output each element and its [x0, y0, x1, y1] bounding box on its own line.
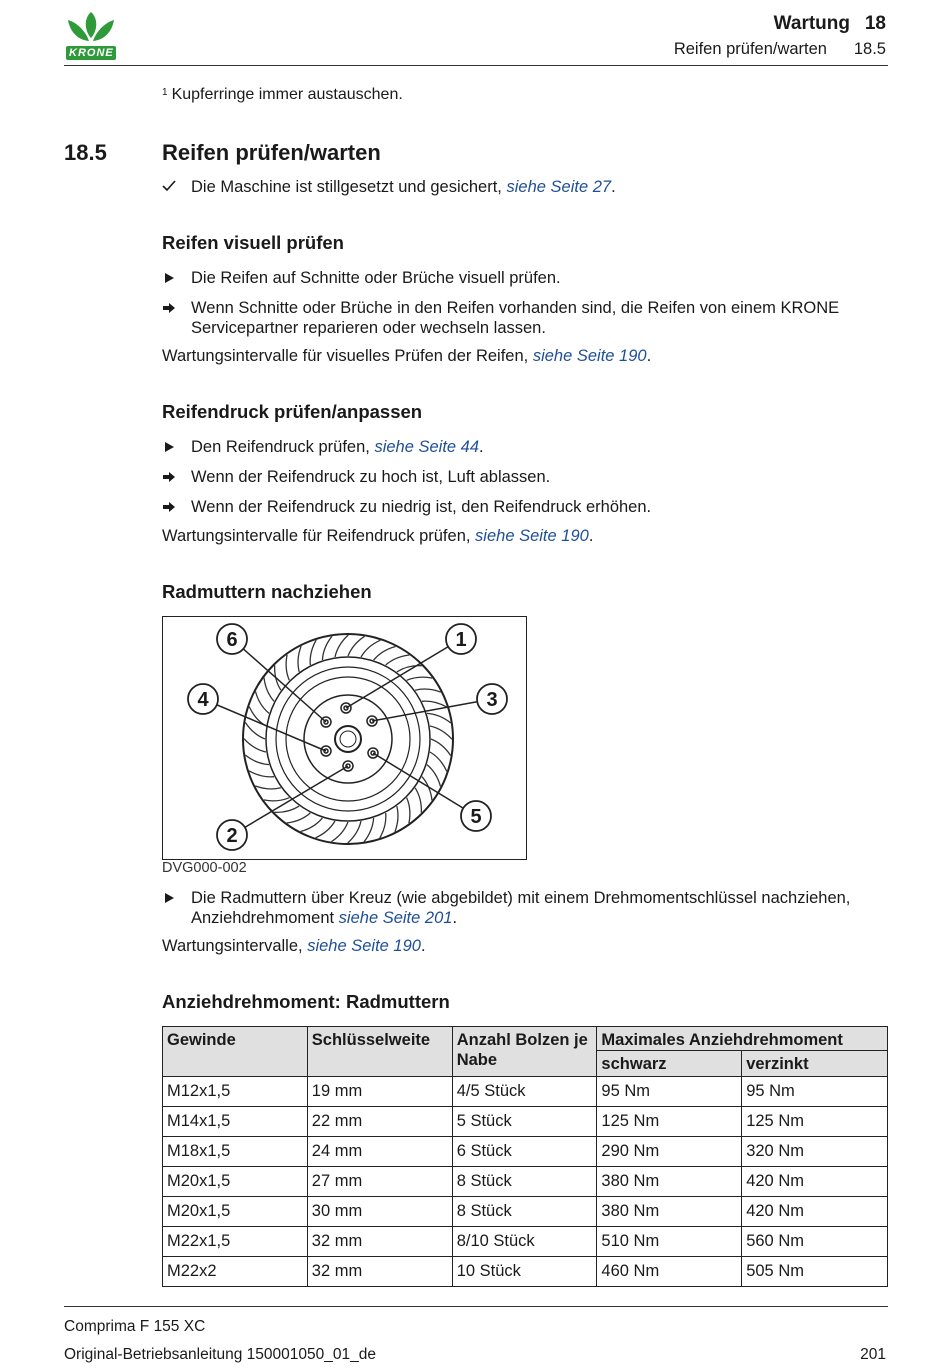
cell-black: 380 Nm [597, 1167, 742, 1197]
pressure-result-1 [162, 467, 888, 487]
pressure-heading: Reifendruck prüfen/anpassen [162, 401, 423, 422]
krone-logo-text: KRONE [69, 47, 114, 59]
visual-check-interval-after: . [646, 347, 652, 365]
table-row [163, 1197, 888, 1227]
visual-check-step [162, 268, 888, 288]
triangle-bullet-icon [162, 888, 186, 909]
wheel-nuts-step-after: . [452, 909, 458, 927]
wheel-nuts-step-line2-text: Anziehdrehmoment [191, 909, 339, 927]
cell-wrench: 27 mm [307, 1167, 452, 1197]
cell-galv: 95 Nm [742, 1077, 888, 1107]
footer-document: Original-Betriebsanleitung 150001050_01_de [64, 1346, 376, 1363]
pressure-step [162, 437, 888, 457]
cell-galv: 560 Nm [742, 1227, 888, 1257]
wheel-nuts-step-link[interactable]: siehe Seite 201 [338, 909, 453, 927]
precondition [162, 177, 888, 197]
wheel-nuts-interval-link[interactable]: siehe Seite 190 [307, 937, 421, 955]
table-row [163, 1107, 888, 1137]
wheel-nuts-step-line1: Die Radmuttern über Kreuz (wie abgebildet) mit einem Drehmomentschlüssel nachziehen, [191, 889, 851, 907]
callout-6 [217, 624, 247, 654]
callout-5 [461, 801, 491, 831]
footer-divider [64, 1306, 888, 1307]
cell-thread: M20x1,5 [163, 1197, 308, 1227]
arrow-result-icon [162, 467, 186, 488]
precondition-text: Die Maschine ist stillgesetzt und gesichert, [191, 178, 507, 196]
col-max-torque: Maximales Anziehdrehmoment [597, 1027, 888, 1051]
cell-wrench: 32 mm [307, 1257, 452, 1287]
arrow-result-icon [162, 497, 186, 518]
table-row [163, 1077, 888, 1107]
pressure-step-text: Den Reifendruck prüfen, [191, 438, 375, 456]
pressure-step-after: . [479, 438, 484, 456]
callout-3 [477, 684, 507, 714]
footnote-text: Kupferringe immer austauschen. [171, 86, 403, 103]
pressure-interval-after: . [588, 527, 594, 545]
visual-check-step-text: Die Reifen auf Schnitte oder Brüche visuell prüfen. [191, 269, 561, 287]
visual-check-result-line2: Servicepartner reparieren oder wechseln lassen. [191, 319, 546, 337]
cell-black: 460 Nm [597, 1257, 742, 1287]
cell-galv: 420 Nm [742, 1197, 888, 1227]
visual-check-result-line1: Wenn Schnitte oder Brüche in den Reifen vorhanden sind, die Reifen von einem KRONE [191, 299, 840, 317]
col-thread: Gewinde [163, 1027, 308, 1077]
wheel-nuts-heading: Radmuttern nachziehen [162, 581, 372, 602]
wheel-nuts-interval-text: Wartungsintervalle, [162, 937, 308, 955]
cell-wrench: 32 mm [307, 1227, 452, 1257]
cell-galv: 125 Nm [742, 1107, 888, 1137]
cell-thread: M12x1,5 [163, 1077, 308, 1107]
cell-galv: 320 Nm [742, 1137, 888, 1167]
tire-drawing [243, 634, 453, 844]
header-divider [64, 65, 888, 66]
header-section-number: 18.5 [853, 40, 886, 58]
callout-label-2: 2 [226, 825, 238, 847]
callout-label-3: 3 [486, 689, 498, 711]
cell-wrench: 30 mm [307, 1197, 452, 1227]
pressure-interval [162, 527, 593, 546]
cell-galv: 420 Nm [742, 1167, 888, 1197]
table-row [163, 1167, 888, 1197]
cell-black: 95 Nm [597, 1077, 742, 1107]
arrow-result-icon [162, 298, 186, 319]
wheel-nuts-step [162, 888, 888, 928]
cell-thread: M22x1,5 [163, 1227, 308, 1257]
footnote-mark: 1 [162, 87, 168, 98]
torque-table [162, 1026, 888, 1287]
callout-4 [188, 684, 218, 714]
cell-bolts: 10 Stück [452, 1257, 597, 1287]
cell-wrench: 22 mm [307, 1107, 452, 1137]
cell-thread: M18x1,5 [163, 1137, 308, 1167]
visual-check-interval-link[interactable]: siehe Seite 190 [532, 347, 647, 365]
wheel-nuts-interval [162, 937, 426, 956]
section-number: 18.5 [64, 140, 107, 165]
cell-thread: M14x1,5 [163, 1107, 308, 1137]
pressure-interval-text: Wartungsintervalle für Reifendruck prüfen, [162, 527, 476, 545]
wheel-nut-diagram [162, 616, 527, 860]
triangle-bullet-icon [162, 437, 186, 458]
cell-bolts: 8 Stück [452, 1167, 597, 1197]
checkmark-icon [162, 177, 186, 198]
cell-bolts: 4/5 Stück [452, 1077, 597, 1107]
footnote [162, 86, 403, 104]
figure-caption: DVG000-002 [162, 860, 247, 876]
cell-thread: M20x1,5 [163, 1167, 308, 1197]
col-wrench: Schlüsselweite [307, 1027, 452, 1077]
cell-black: 125 Nm [597, 1107, 742, 1137]
cell-wrench: 19 mm [307, 1077, 452, 1107]
callout-label-4: 4 [197, 689, 209, 711]
cell-thread: M22x2 [163, 1257, 308, 1287]
callout-label-1: 1 [455, 629, 467, 651]
section-title: Reifen prüfen/warten [162, 140, 381, 165]
footer-model: Comprima F 155 XC [64, 1318, 206, 1335]
wheel-nuts-interval-after: . [420, 937, 426, 955]
callout-label-6: 6 [226, 629, 238, 651]
torque-heading: Anziehdrehmoment: Radmuttern [162, 991, 450, 1012]
col-bolts: Anzahl Bolzen je Nabe [452, 1027, 597, 1077]
col-galv: verzinkt [742, 1051, 888, 1077]
cell-black: 510 Nm [597, 1227, 742, 1257]
header-section-title: Reifen prüfen/warten [673, 40, 827, 58]
footer-page-number: 201 [860, 1346, 886, 1363]
callout-1 [446, 624, 476, 654]
pressure-result-2 [162, 497, 888, 517]
cell-galv: 505 Nm [742, 1257, 888, 1287]
callout-label-5: 5 [470, 806, 482, 828]
col-black: schwarz [597, 1051, 742, 1077]
pressure-step-link[interactable]: siehe Seite 44 [374, 438, 480, 456]
cell-black: 380 Nm [597, 1197, 742, 1227]
header-chapter-number: 18 [864, 13, 886, 34]
pressure-interval-link[interactable]: siehe Seite 190 [475, 527, 589, 545]
header-chapter-title: Wartung [773, 13, 850, 34]
cell-bolts: 8/10 Stück [452, 1227, 597, 1257]
pressure-result-1-text: Wenn der Reifendruck zu hoch ist, Luft ablassen. [191, 468, 551, 486]
triangle-bullet-icon [162, 268, 186, 289]
table-row [163, 1227, 888, 1257]
visual-check-interval [162, 347, 651, 366]
visual-check-result [162, 298, 888, 338]
pressure-result-2-text: Wenn der Reifendruck zu niedrig ist, den Reifendruck erhöhen. [191, 498, 652, 516]
cell-bolts: 6 Stück [452, 1137, 597, 1167]
table-row [163, 1257, 888, 1287]
callout-2 [217, 820, 247, 850]
krone-logo [64, 8, 118, 62]
visual-check-interval-text: Wartungsintervalle für visuelles Prüfen der Reifen, [162, 347, 533, 365]
table-row [163, 1137, 888, 1167]
precondition-link[interactable]: siehe Seite 27 [506, 178, 612, 196]
visual-check-heading: Reifen visuell prüfen [162, 232, 344, 253]
cell-bolts: 5 Stück [452, 1107, 597, 1137]
cell-bolts: 8 Stück [452, 1197, 597, 1227]
precondition-after: . [611, 178, 616, 196]
cell-wrench: 24 mm [307, 1137, 452, 1167]
cell-black: 290 Nm [597, 1137, 742, 1167]
